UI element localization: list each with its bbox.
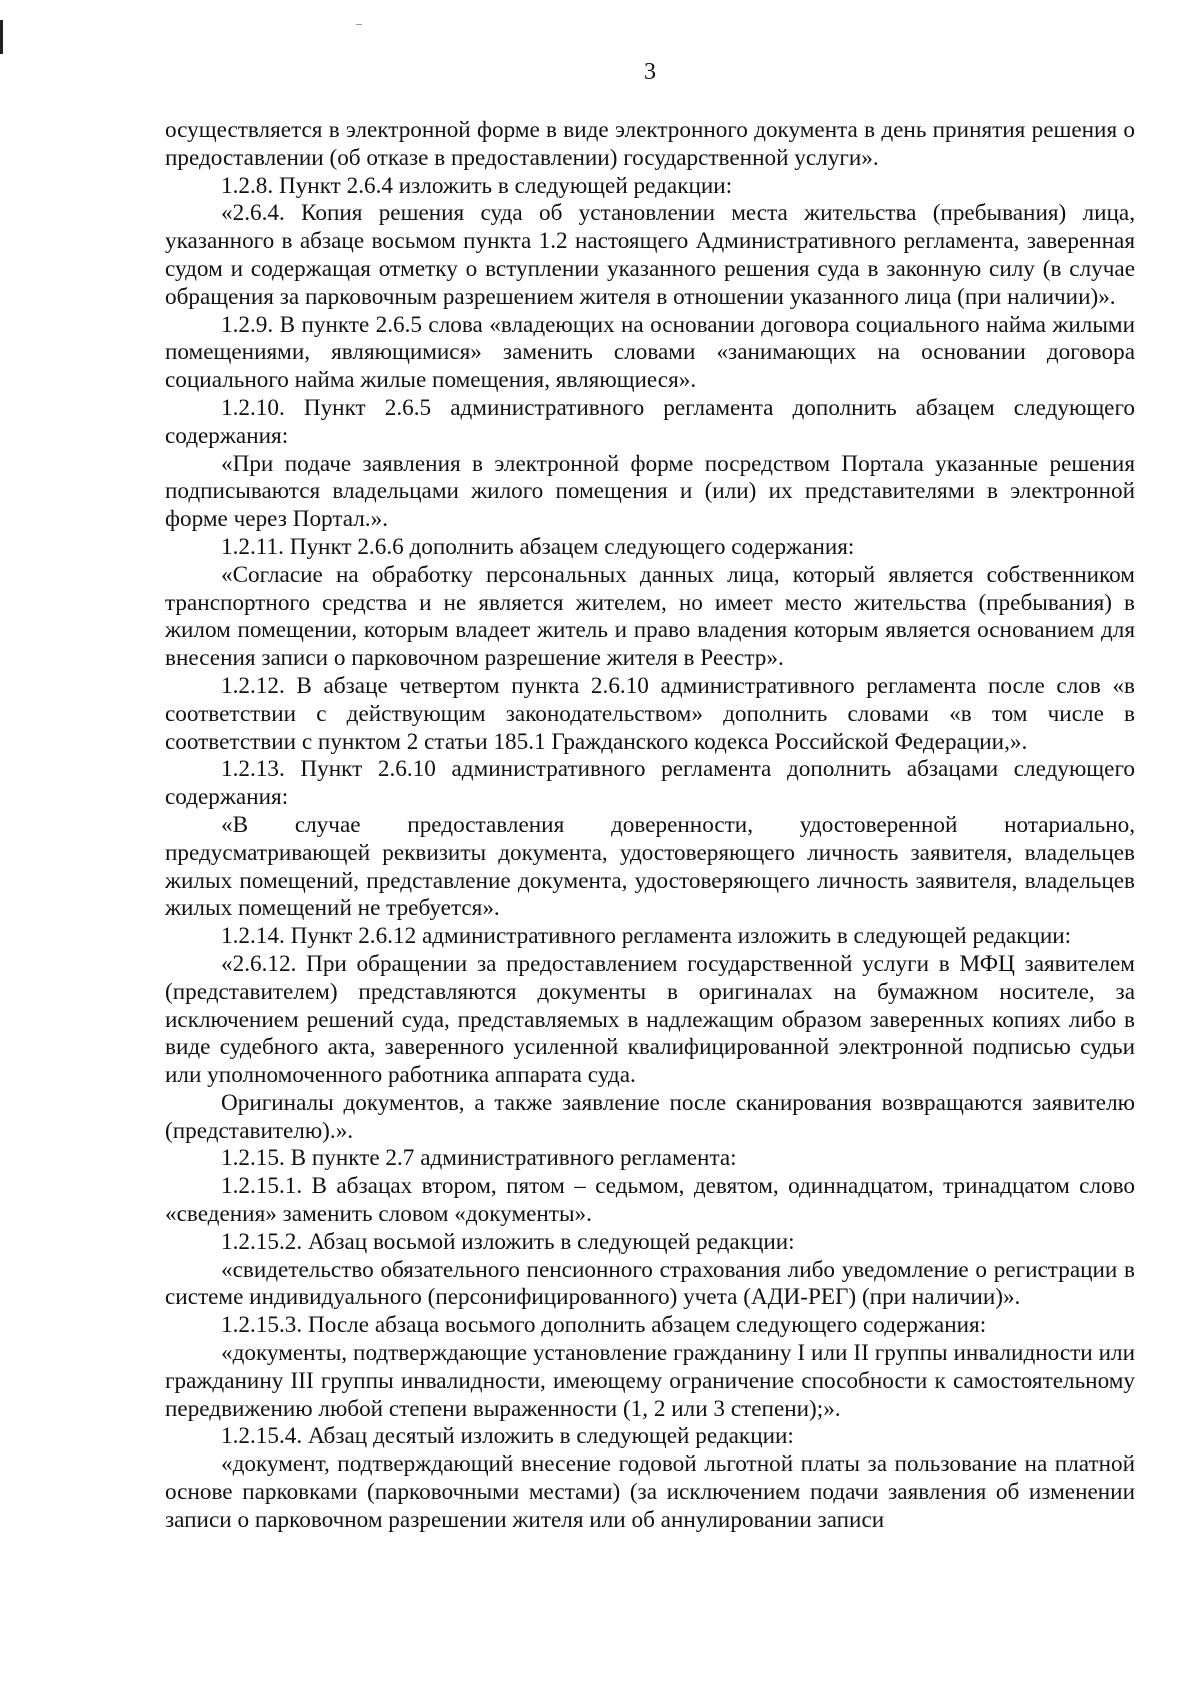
paragraph: «свидетельство обязательного пенсионного страхования либо уведомление о регистрации в системе индивидуального (персонифицированного) учета (АДИ-РЕГ) (при наличии)». — [165, 1256, 1135, 1311]
paragraph: «Согласие на обработку персональных данных лица, который является собственником транспортного средства и не является жителем, но имеет место жительства (пребывания) в жилом помещении, которым владеет житель и право владения которым является основанием для внесения записи о парковочном разрешение жителя в Реестр». — [165, 561, 1135, 672]
paragraph: «В случае предоставления доверенности, удостоверенной нотариально, предусматривающей реквизиты документа, удостоверяющего личность заявителя, владельцев жилых помещений, представление документа, удостоверяющего личность заявителя, владельцев жилых помещений не требуется». — [165, 811, 1135, 922]
paragraph: 1.2.15. В пункте 2.7 административного регламента: — [221, 1145, 737, 1172]
paragraph: «При подаче заявления в электронной форме посредством Портала указанные решения подписываются владельцами жилого помещения и (или) их представителями в электронной форме через Портал.». — [165, 450, 1135, 533]
paragraph: 1.2.14. Пункт 2.6.12 административного регламента изложить в следующей редакции: — [221, 923, 1072, 950]
paragraph: 1.2.9. В пункте 2.6.5 слова «владеющих на основании договора социального найма жилыми помещениями, являющимися» заменить словами «занимающих на основании договора социального найма жилые помещения, являющиеся». — [165, 311, 1135, 394]
paragraph: «документ, подтверждающий внесение годовой льготной платы за пользование на платной основе парковками (парковочными местами) (за исключением подачи заявления об изменении записи о парковочном разрешении жителя или об аннулировании записи — [165, 1451, 1135, 1533]
paragraph: 1.2.11. Пункт 2.6.6 дополнить абзацем следующего содержания: — [221, 533, 855, 560]
paragraph: 1.2.10. Пункт 2.6.5 административного регламента дополнить абзацем следующего содержания: — [165, 394, 1135, 449]
paragraph: 1.2.15.1. В абзацах втором, пятом – седьмом, девятом, одиннадцатом, тринадцатом слово «сведения» заменить словом «документы». — [165, 1173, 1135, 1228]
paragraph: Оригиналы документов, а также заявление после сканирования возвращаются заявителю (представителю).». — [165, 1089, 1135, 1144]
scan-speck — [356, 24, 362, 25]
paragraph: 1.2.15.3. После абзаца восьмого дополнить абзацем следующего содержания: — [221, 1312, 987, 1339]
paragraph: «2.6.4. Копия решения суда об установлении места жительства (пребывания) лица, указанного в абзаце восьмом пункта 1.2 настоящего Административного регламента, заверенная судом и содержащая отметку о вступлении указанного решения суда в законную силу (в случае обращения за парковочным разрешением жителя в отношении указанного лица (при наличии)». — [165, 200, 1135, 310]
scan-edge-mark — [0, 20, 3, 54]
paragraph: «документы, подтверждающие установление гражданину I или II группы инвалидности или гражданину III группы инвалидности, имеющему ограничение способности к самостоятельному передвижению любой степени выраженности (1, 2 или 3 степени);». — [165, 1340, 1135, 1422]
paragraph: осуществляется в электронной форме в виде электронного документа в день принятия решения о предоставлении (об отказе в предоставлении) государственной услуги». — [165, 117, 1135, 171]
document-body — [165, 117, 1135, 1535]
page-number: 3 — [644, 59, 656, 85]
paragraph: 1.2.15.2. Абзац восьмой изложить в следующей редакции: — [221, 1228, 795, 1255]
paragraph: 1.2.12. В абзаце четвертом пункта 2.6.10 административного регламента после слов «в соответствии с действующим законодательством» дополнить словами «в том числе в соответствии с пунктом 2 статьи 185.1 Гражданского кодекса Российской Федерации,». — [165, 672, 1135, 755]
paragraph: 1.2.15.4. Абзац десятый изложить в следующей редакции: — [221, 1423, 794, 1450]
paragraph: 1.2.8. Пункт 2.6.4 изложить в следующей редакции: — [221, 172, 733, 199]
paragraph: 1.2.13. Пункт 2.6.10 административного регламента дополнить абзацами следующего содержания: — [165, 756, 1135, 811]
paragraph: «2.6.12. При обращении за предоставлением государственной услуги в МФЦ заявителем (представителем) представляются документы в оригиналах на бумажном носителе, за исключением решений суда, представляемых в надлежащим образом заверенных копиях либо в виде судебного акта, заверенного усиленной квалифицированной электронной подписью судьи или уполномоченного работника аппарата суда. — [165, 950, 1135, 1089]
